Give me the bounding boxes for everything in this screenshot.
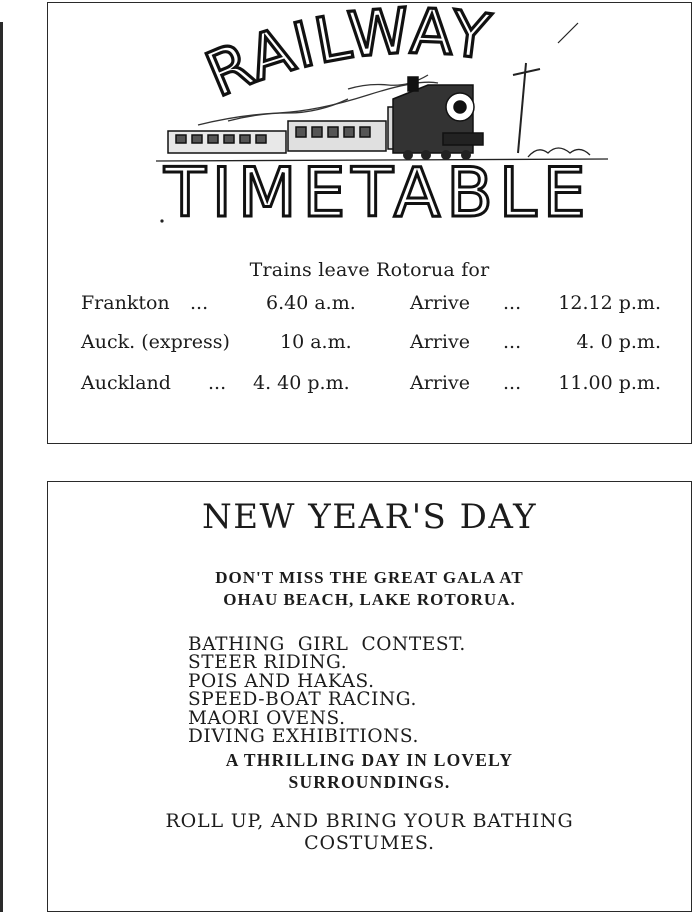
timetable-row (48, 331, 691, 361)
gala-closing-line: ROLL UP, AND BRING YOUR BATHING (165, 810, 574, 832)
gala-tagline-line: A THRILLING DAY IN LOVELY (225, 750, 514, 770)
gala-event: DIVING EXHIBITIONS. (188, 726, 419, 748)
arrival-time: 11.00 p.m. (558, 372, 661, 394)
gala-closing (48, 810, 691, 854)
departure-time: 4. 40 p.m. (253, 372, 350, 394)
destination: Frankton (81, 292, 170, 314)
gala-tagline-line: SURROUNDINGS. (288, 772, 451, 792)
gala-lead-line: OHAU BEACH, LAKE ROTORUA. (223, 590, 516, 609)
leader-dots: ... (208, 372, 227, 394)
arrival-time: 4. 0 p.m. (576, 331, 661, 353)
railway-header-illustration (48, 3, 693, 233)
leader-dots: ... (190, 292, 209, 314)
timetable-heading: TIMETABLE (164, 154, 592, 233)
railway-timetable-panel (47, 2, 692, 444)
leader-dots: ... (503, 331, 522, 353)
gala-event: POIS AND HAKAS. (188, 670, 375, 692)
gala-event: BATHING GIRL CONTEST. (188, 634, 466, 655)
gala-lead (48, 567, 691, 611)
gala-lead-line: DON'T MISS THE GREAT GALA AT (215, 568, 524, 587)
departure-time: 10 a.m. (280, 331, 352, 353)
departure-time: 6.40 a.m. (266, 292, 356, 314)
arrive-label: Arrive (410, 372, 470, 394)
locomotive-icon (393, 77, 483, 153)
arrival-time: 12.12 p.m. (558, 292, 661, 314)
gala-event: MAORI OVENS. (188, 707, 346, 729)
arrive-label: Arrive (410, 292, 470, 314)
destination: Auckland (81, 372, 171, 394)
new-years-day-gala-panel (47, 481, 692, 912)
railway-heading-path: RAILWAY (195, 3, 496, 112)
gala-event: STEER RIDING. (188, 652, 348, 674)
print-speck (160, 219, 163, 222)
gala-tagline (48, 749, 691, 793)
destination: Auck. (express) (81, 331, 230, 353)
leader-dots: ... (503, 372, 522, 394)
gala-title: NEW YEAR'S DAY (201, 497, 538, 537)
timetable-intro: Trains leave Rotorua for (249, 259, 490, 281)
left-column-rule (0, 22, 3, 912)
timetable-row (48, 292, 691, 322)
telegraph-pole-icon (513, 23, 578, 153)
leader-dots: ... (503, 292, 522, 314)
gala-events-list (188, 636, 648, 746)
arrive-label: Arrive (410, 331, 470, 353)
timetable-row (48, 372, 691, 402)
gala-closing-line: COSTUMES. (304, 832, 435, 854)
gala-event: SPEED-BOAT RACING. (188, 689, 417, 711)
